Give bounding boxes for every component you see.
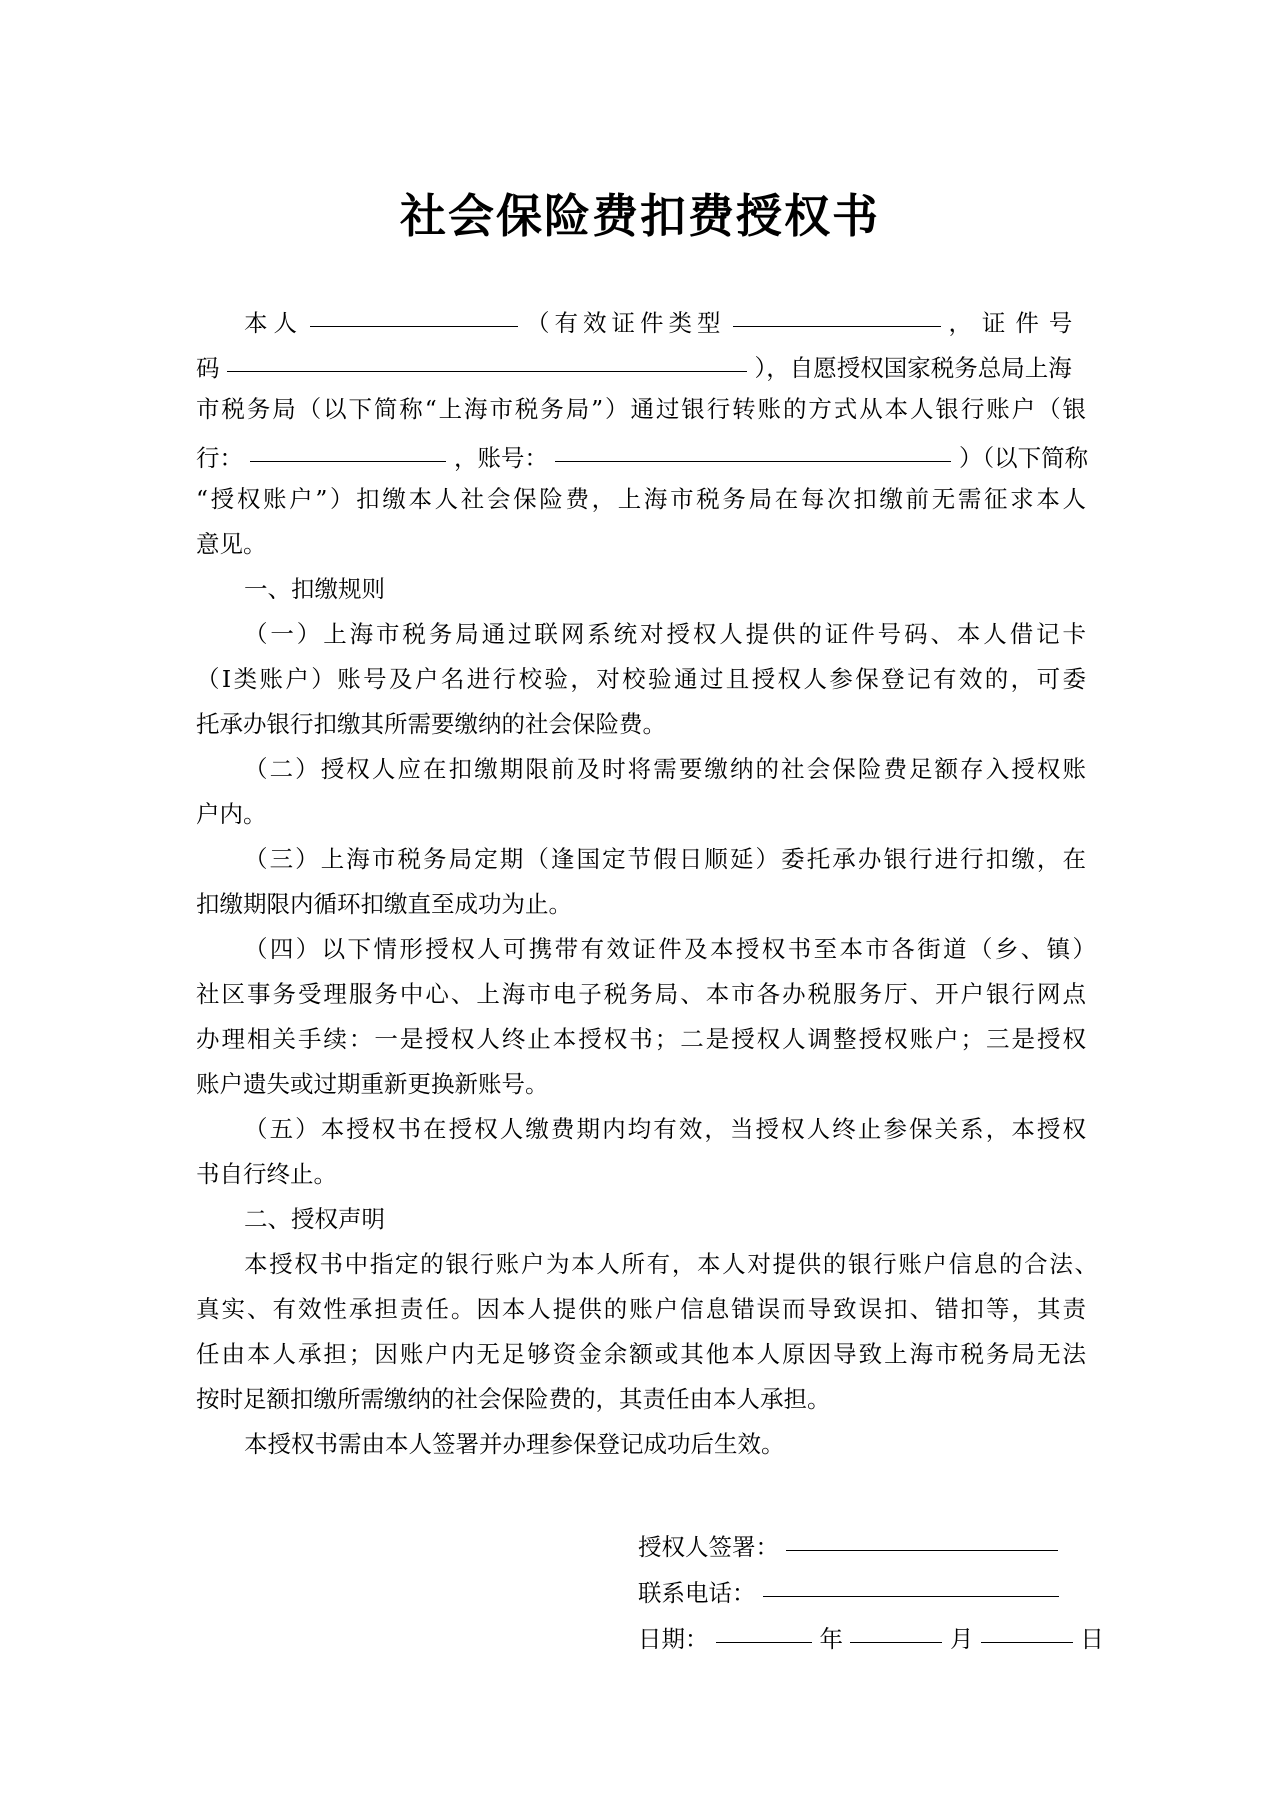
intro-line-1 [196, 296, 1086, 342]
abbr-label: ）（以下简称 [958, 444, 1089, 472]
id-number-blank[interactable] [227, 341, 747, 372]
month-blank[interactable] [850, 1612, 942, 1643]
s1-p4-line-3: 办理相关手续：一是授权人终止本授权书；二是授权人调整授权账户；三是授权 [196, 1025, 1086, 1053]
s2-p1-line-1: 本授权书中指定的银行账户为本人所有，本人对提供的银行账户信息的合法、 [244, 1250, 1098, 1278]
id-type-label: （有效证件类型 [525, 309, 726, 337]
id-number-label: ，证件号 [948, 309, 1083, 337]
s1-p4-line-4: 账户遗失或过期重新更换新账号。 [196, 1070, 549, 1098]
s1-p1-line-1: （一）上海市税务局通过联网系统对授权人提供的证件号码、本人借记卡 [244, 620, 1086, 648]
day-blank[interactable] [981, 1612, 1073, 1643]
intro-line-6: 意见。 [196, 530, 267, 558]
bank-label: 行： [196, 444, 243, 472]
signature-blank[interactable] [786, 1520, 1058, 1551]
id-type-blank[interactable] [733, 296, 941, 327]
year-label: 年 [819, 1625, 843, 1653]
bank-blank[interactable] [250, 431, 446, 462]
s1-p5-line-2: 书自行终止。 [196, 1160, 337, 1188]
intro-line-4 [196, 431, 1089, 477]
s2-p1-line-3: 任由本人承担；因账户内无足够资金余额或其他本人原因导致上海市税务局无法 [196, 1340, 1086, 1368]
intro-authorize-text: ），自愿授权国家税务总局上海 [754, 354, 1072, 382]
s1-p2-line-1: （二）授权人应在扣缴期限前及时将需要缴纳的社会保险费足额存入授权账 [244, 755, 1086, 783]
s1-p1-line-2: （Ⅰ类账户）账号及户名进行校验，对校验通过且授权人参保登记有效的，可委 [196, 665, 1086, 693]
phone-label: 联系电话： [638, 1579, 756, 1607]
phone-blank[interactable] [763, 1566, 1059, 1597]
s1-p4-line-2: 社区事务受理服务中心、上海市电子税务局、本市各办税服务厅、开户银行网点 [196, 980, 1086, 1008]
s2-p1-line-2: 真实、有效性承担责任。因本人提供的账户信息错误而导致误扣、错扣等，其责 [196, 1295, 1086, 1323]
intro-line-2 [196, 341, 1086, 387]
s1-p1-line-3: 托承办银行扣缴其所需要缴纳的社会保险费。 [196, 710, 666, 738]
date-row [638, 1612, 1104, 1658]
s2-p1-line-4: 按时足额扣缴所需缴纳的社会保险费的，其责任由本人承担。 [196, 1385, 831, 1413]
signature-row [638, 1520, 1058, 1566]
account-label: ，账号： [453, 444, 548, 472]
intro-line-3: 市税务局（以下简称“上海市税务局”）通过银行转账的方式从本人银行账户（银 [196, 395, 1086, 423]
s2-p2: 本授权书需由本人签署并办理参保登记成功后生效。 [244, 1430, 785, 1458]
intro-line-5: “授权账户”）扣缴本人社会保险费，上海市税务局在每次扣缴前无需征求本人 [196, 485, 1086, 513]
day-label: 日 [1080, 1625, 1104, 1653]
s1-p3-line-2: 扣缴期限内循环扣缴直至成功为止。 [196, 890, 572, 918]
date-label: 日期： [638, 1625, 709, 1653]
id-number-label-cont: 码 [196, 354, 220, 382]
section2-heading: 二、授权声明 [244, 1205, 385, 1233]
year-blank[interactable] [716, 1612, 812, 1643]
s1-p4-line-1: （四）以下情形授权人可携带有效证件及本授权书至本市各街道（乡、镇） [244, 935, 1096, 963]
page-title: 社会保险费扣费授权书 [400, 189, 880, 243]
signature-label: 授权人签署： [638, 1533, 779, 1561]
name-blank[interactable] [310, 296, 518, 327]
s1-p5-line-1: （五）本授权书在授权人缴费期内均有效，当授权人终止参保关系，本授权 [244, 1115, 1086, 1143]
phone-row [638, 1566, 1059, 1612]
s1-p3-line-1: （三）上海市税务局定期（逢国定节假日顺延）委托承办银行进行扣缴，在 [244, 845, 1086, 873]
intro-self-label: 本人 [244, 309, 303, 337]
s1-p2-line-2: 户内。 [196, 800, 267, 828]
month-label: 月 [949, 1625, 974, 1653]
section1-heading: 一、扣缴规则 [244, 575, 385, 603]
account-blank[interactable] [555, 431, 951, 462]
